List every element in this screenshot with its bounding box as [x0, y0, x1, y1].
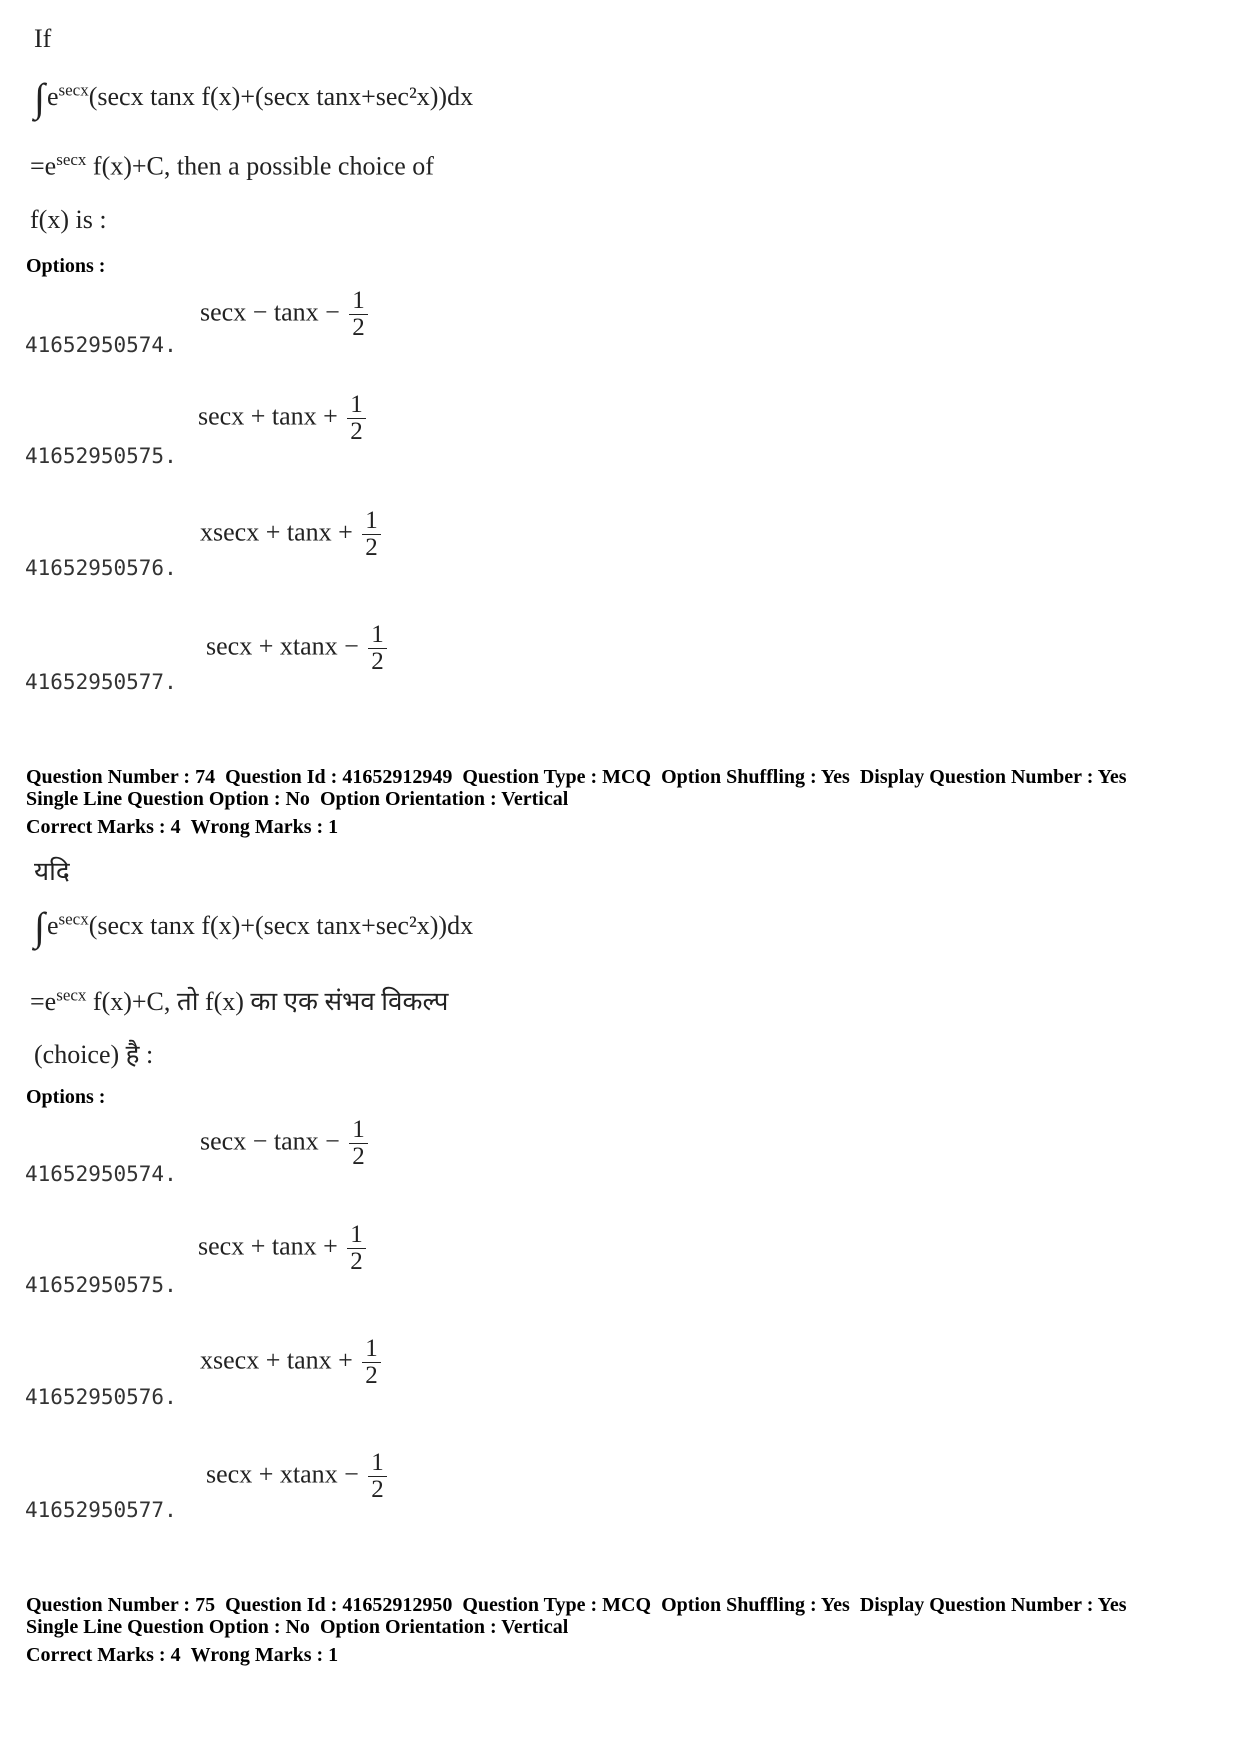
fraction: $\frac{1}{2}$ [349, 1117, 368, 1171]
q75-marks: Correct Marks : 4 Wrong Marks : 1 [26, 1644, 339, 1666]
q74-meta-line-1: Question Number : 74 Question Id : 41652912949 Question Type : MCQ Option Shuffling : Yes Display Question Number : Yes [26, 766, 1127, 788]
q74-rhs: $=e^{secx}$ f(x)+C, तो f(x) का एक संभव विकल्प [30, 985, 449, 1016]
integral-sign-icon: ∫ [34, 75, 45, 120]
q74-option-2-id: 41652950575. [25, 1273, 177, 1297]
integral-sign-icon: ∫ [34, 904, 45, 949]
q73-option-2-expr[interactable]: secx + tanx + $\frac{1}{2}$ [198, 392, 366, 446]
q74-option-3-id: 41652950576. [25, 1385, 177, 1409]
q75-meta-line-1: Question Number : 75 Question Id : 41652912950 Question Type : MCQ Option Shuffling : Yes Display Question Number : Yes [26, 1594, 1127, 1616]
fraction: $\frac{1}{2}$ [368, 622, 387, 676]
q73-rhs: $=e^{secx}$ f(x)+C, then a possible choice of [30, 150, 434, 181]
q74-option-4-expr[interactable]: secx + xtanx − $\frac{1}{2}$ [206, 1450, 387, 1504]
fraction: $\frac{1}{2}$ [347, 1222, 366, 1276]
q75-meta-line-2: Single Line Question Option : No Option Orientation : Vertical [26, 1616, 569, 1638]
q73-option-3-expr[interactable]: xsecx + tanx + $\frac{1}{2}$ [200, 508, 381, 562]
q74-stem-end: (choice) है : [34, 1040, 154, 1069]
q73-option-4-expr[interactable]: secx + xtanx − $\frac{1}{2}$ [206, 622, 387, 676]
fraction: $\frac{1}{2}$ [349, 288, 368, 342]
q73-stem-end: f(x) is : [30, 205, 107, 234]
q73-options-label: Options : [26, 255, 106, 277]
q74-option-4-id: 41652950577. [25, 1498, 177, 1522]
q73-option-3-id: 41652950576. [25, 556, 177, 580]
q73-option-1-expr[interactable]: secx − tanx − $\frac{1}{2}$ [200, 288, 368, 342]
fraction: $\frac{1}{2}$ [368, 1450, 387, 1504]
q73-option-1-id: 41652950574. [25, 333, 177, 357]
q74-marks: Correct Marks : 4 Wrong Marks : 1 [26, 816, 339, 838]
fraction: $\frac{1}{2}$ [362, 1336, 381, 1390]
q74-integral: $\int e^{secx}(\sec x$ tanx f(x)+(secx tanx+sec²x))dx [34, 904, 474, 949]
q74-options-label: Options : [26, 1086, 106, 1108]
q74-meta-line-2: Single Line Question Option : No Option Orientation : Vertical [26, 788, 569, 810]
q74-option-1-expr[interactable]: secx − tanx − $\frac{1}{2}$ [200, 1117, 368, 1171]
q73-stem-if: If [34, 24, 52, 53]
fraction: $\frac{1}{2}$ [347, 392, 366, 446]
fraction: $\frac{1}{2}$ [362, 508, 381, 562]
q74-option-1-id: 41652950574. [25, 1162, 177, 1186]
q74-option-2-expr[interactable]: secx + tanx + $\frac{1}{2}$ [198, 1222, 366, 1276]
q73-option-2-id: 41652950575. [25, 444, 177, 468]
q74-option-3-expr[interactable]: xsecx + tanx + $\frac{1}{2}$ [200, 1336, 381, 1390]
q74-stem-if: यदि [34, 857, 70, 886]
q73-integral: $\int e^{secx}(\sec x$ tanx f(x)+(secx tanx+sec²x))dx [34, 75, 474, 120]
q73-option-4-id: 41652950577. [25, 670, 177, 694]
